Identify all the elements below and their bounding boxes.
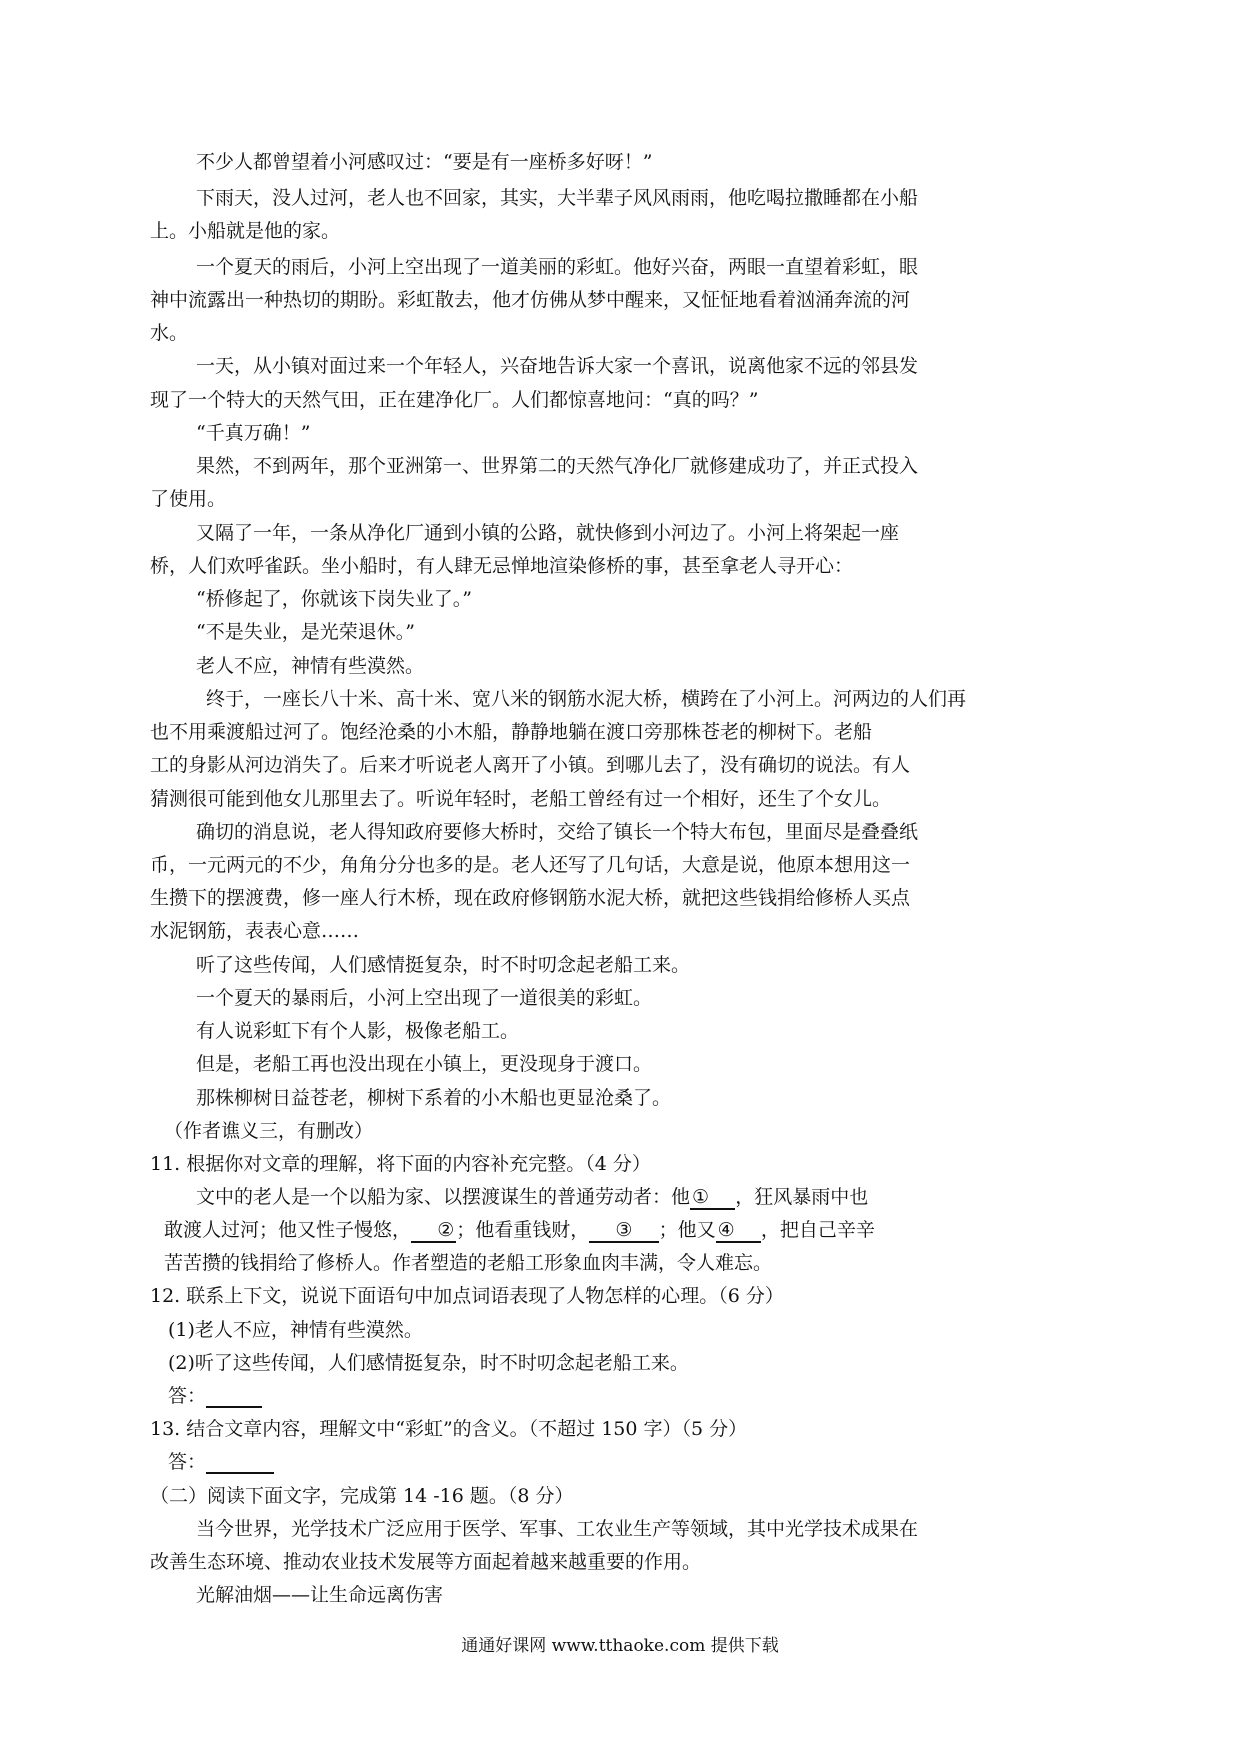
blank-marker: ④ <box>717 1219 735 1241</box>
passage-line: 一个夏天的暴雨后，小河上空出现了一道很美的彩虹。 <box>196 987 653 1009</box>
passage-line: 一个夏天的雨后，小河上空出现了一道美丽的彩虹。他好兴奋，两眼一直望着彩虹，眼 <box>196 256 919 278</box>
passage-line: 那株柳树日益苍老，柳树下系着的小木船也更显沧桑了。 <box>196 1087 672 1109</box>
q11-text: ；他又 <box>658 1219 716 1241</box>
passage-line: 了使用。 <box>150 488 227 510</box>
passage-line: 也不用乘渡船过河了。饱经沧桑的小木船，静静地躺在渡口旁那株苍老的柳树下。老船 <box>150 721 873 743</box>
blank-4[interactable] <box>716 1219 761 1243</box>
answer-blank[interactable] <box>206 1386 262 1408</box>
passage-line: 又隔了一年，一条从净化厂通到小镇的公路，就快修到小河边了。小河上将架起一座 <box>196 522 900 544</box>
section-2-title: （二）阅读下面文字，完成第 14 -16 题。（8 分） <box>150 1485 574 1507</box>
question-12-item-1: (1)老人不应，神情有些漠然。 <box>168 1319 423 1341</box>
q11-text: 敢渡人过河；他又性子慢悠， <box>164 1219 412 1241</box>
blank-3[interactable] <box>589 1219 658 1243</box>
q11-text: ；他看重钱财， <box>456 1219 590 1241</box>
passage-line: 神中流露出一种热切的期盼。彩虹散去，他才仿佛从梦中醒来，又怔怔地看着汹涌奔流的河 <box>150 289 911 311</box>
answer-label: 答： <box>168 1385 207 1407</box>
passage-line: 现了一个特大的天然气田，正在建净化厂。人们都惊喜地问：“真的吗？” <box>150 389 759 411</box>
question-12-answer <box>168 1384 262 1408</box>
passage-line: 不少人都曾望着小河感叹过：“要是有一座桥多好呀！” <box>196 151 653 173</box>
passage-line: 桥，人们欢呼雀跃。坐小船时，有人肆无忌惮地渲染修桥的事，甚至拿老人寻开心： <box>150 555 854 577</box>
question-11-line-3: 苦苦攒的钱捐给了修桥人。作者塑造的老船工形象血肉丰满，令人难忘。 <box>164 1252 773 1274</box>
passage-line: 确切的消息说，老人得知政府要修大桥时，交给了镇长一个特大布包，里面尽是叠叠纸 <box>196 821 919 843</box>
passage-line: 终于，一座长八十米、高十米、宽八米的钢筋水泥大桥，横跨在了小河上。河两边的人们再 <box>206 688 967 710</box>
passage-line: “千真万确！” <box>196 422 311 444</box>
passage-line: 工的身影从河边消失了。后来才听说老人离开了小镇。到哪儿去了，没有确切的说法。有人 <box>150 754 911 776</box>
section-2-line: 改善生态环境、推动农业技术发展等方面起着越来越重要的作用。 <box>150 1551 702 1573</box>
passage-line: 听了这些传闻，人们感情挺复杂，时不时叨念起老船工来。 <box>196 954 691 976</box>
blank-2[interactable] <box>411 1219 456 1243</box>
passage-line: 果然，不到两年，那个亚洲第一、世界第二的天然气净化厂就修建成功了，并正式投入 <box>196 455 919 477</box>
page-footer: 通通好课网 www.tthaoke.com 提供下载 <box>461 1636 779 1656</box>
question-13-answer <box>168 1450 274 1474</box>
passage-source: （作者谯义三，有删改） <box>164 1120 374 1142</box>
blank-marker: ① <box>692 1186 710 1208</box>
passage-line: 水。 <box>150 322 189 344</box>
question-12-title: 12. 联系上下文，说说下面语句中加点词语表现了人物怎样的心理。（6 分） <box>150 1285 784 1307</box>
blank-marker: ② <box>437 1219 455 1241</box>
q11-text: 文中的老人是一个以船为家、以摆渡谋生的普通劳动者：他 <box>196 1186 691 1208</box>
passage-line: “不是失业，是光荣退休。” <box>196 621 415 643</box>
passage-line: 猜测很可能到他女儿那里去了。听说年轻时，老船工曾经有过一个相好，还生了个女儿。 <box>150 788 892 810</box>
question-11-line-1 <box>196 1185 868 1209</box>
passage-line: 但是，老船工再也没出现在小镇上，更没现身于渡口。 <box>196 1053 653 1075</box>
section-2-subheading: 光解油烟——让生命远离伤害 <box>196 1584 444 1606</box>
passage-line: 上。小船就是他的家。 <box>150 220 341 242</box>
question-11-line-2 <box>164 1218 875 1242</box>
passage-line: “桥修起了，你就该下岗失业了。” <box>196 588 472 610</box>
passage-line: 币，一元两元的不少，角角分分也多的是。老人还写了几句话，大意是说，他原本想用这一 <box>150 854 911 876</box>
answer-blank[interactable] <box>206 1452 274 1474</box>
blank-1[interactable] <box>690 1186 735 1210</box>
question-12-item-2: (2)听了这些传闻，人们感情挺复杂，时不时叨念起老船工来。 <box>168 1352 689 1374</box>
passage-line: 一天，从小镇对面过来一个年轻人，兴奋地告诉大家一个喜讯，说离他家不远的邻县发 <box>196 355 919 377</box>
answer-label: 答： <box>168 1451 207 1473</box>
blank-marker: ③ <box>615 1219 633 1241</box>
question-13-title: 13. 结合文章内容，理解文中“彩虹”的含义。（不超过 150 字）（5 分） <box>150 1418 748 1440</box>
passage-line: 生攒下的摆渡费，修一座人行木桥，现在政府修钢筋水泥大桥，就把这些钱捐给修桥人买点 <box>150 887 911 909</box>
q11-text: ，狂风暴雨中也 <box>735 1186 869 1208</box>
question-11-title: 11. 根据你对文章的理解，将下面的内容补充完整。（4 分） <box>150 1153 651 1175</box>
passage-line: 水泥钢筋，表表心意…… <box>150 920 360 942</box>
passage-line: 老人不应，神情有些漠然。 <box>196 655 425 677</box>
section-2-line: 当今世界，光学技术广泛应用于医学、军事、工农业生产等领域，其中光学技术成果在 <box>196 1518 919 1540</box>
passage-line: 有人说彩虹下有个人影，极像老船工。 <box>196 1020 520 1042</box>
passage-line: 下雨天，没人过河，老人也不回家，其实，大半辈子风风雨雨，他吃喝拉撒睡都在小船 <box>196 187 919 209</box>
q11-text: ，把自己辛辛 <box>760 1219 875 1241</box>
